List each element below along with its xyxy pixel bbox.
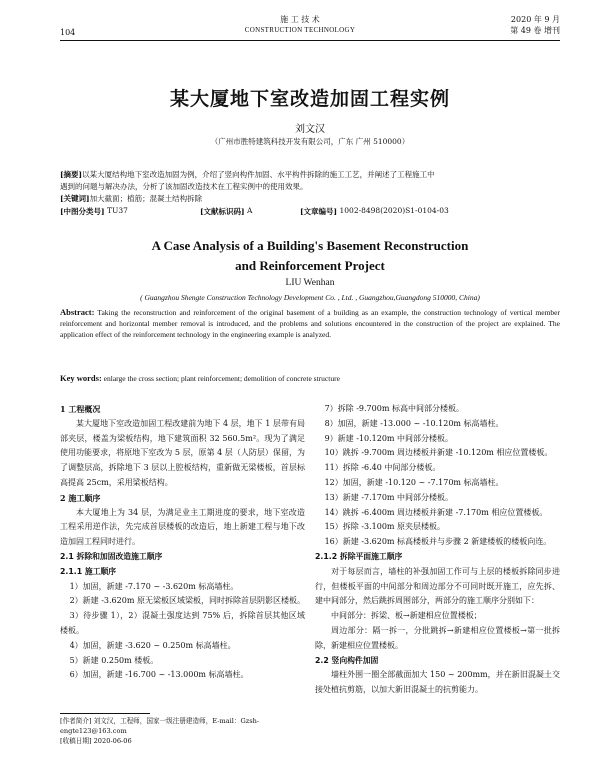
issue-date: 2020 年 9 月 <box>510 15 560 24</box>
keywords-label: [关键词] <box>60 194 90 203</box>
section-2-1-2-heading: 2.1.2 拆除平面施工顺序 <box>315 551 403 561</box>
doc-code-value: A <box>247 206 253 215</box>
step-item: 10）跳拆 -9.700m 周边楼板并新建 -10.120m 相应位置楼板。 <box>324 448 553 458</box>
section-1-text: 某大厦地下室改造加固工程改建前为地下 4 层，地下 1 层带有局部夹层，楼盖为梁板结构，地下建筑面积 32 560.5m²。现为了满足使用功能要求，将原地下室改为 5 层，原第 4 层（人防层）保留，为了调整层高，拆除地下 3 层以上腔板结构，重新做无梁楼板，首层标高提高 25cm，采用梁板结构。 <box>60 418 305 487</box>
affiliation-en: ( Guangzhou Shengte Construction Technology Development Co. , Ltd. , Guangzhou,Guangdong 510000, China) <box>140 293 480 302</box>
section-2-2-text: 墙柱外围一圈全部截面加大 150 ~ 200mm，并在新旧混凝土交接处植抗剪筋，以加大新旧混凝土的抗剪能力。 <box>315 670 560 695</box>
keywords-en-label: Key words: <box>60 373 102 383</box>
step-item: 14）跳拆 -6.400m 周边楼板并新建 -7.170m 相应位置楼板。 <box>324 507 548 517</box>
issue-info <box>470 14 560 36</box>
abstract-en-text: Taking the reconstruction and reinforcement of the original basement of a building as an example, the construction technology of vertical member reinforcement and horizontal member removal is introduced, and the problems and solutions encountered in the construction of the project are explained. The application effect of the reinforcement technology in the engineering example is analyzed. <box>60 308 560 340</box>
step-item: 11）拆除 -6.40 中间部分楼板。 <box>324 463 441 473</box>
step-item: 2）新建 -3.620m 原无梁板区域梁板，同时拆除首层阴影区楼板。 <box>69 596 305 606</box>
middle-part-sequence: 中间部分：拆梁、板→新建相应位置楼板； <box>331 611 482 621</box>
abstract-cn-line-2: 遇到的问题与解决办法，分析了该加固改造技术在工程实例中的使用效果。 <box>60 182 308 191</box>
step-item: 5）新建 0.250m 楼板。 <box>69 655 159 665</box>
step-item: 12）加固，新建 -10.120 ~ -7.170m 标高墙柱。 <box>324 477 504 487</box>
step-item: 16）新建 -3.620m 标高楼板并与步骤 2 新建楼板的楼板向连。 <box>324 537 552 547</box>
section-2-2-heading: 2.2 竖向构件加固 <box>315 655 379 665</box>
affiliation-cn: （广州市胜特建筑科技开发有限公司，广东 广州 510000） <box>210 137 410 146</box>
article-number <box>300 206 449 217</box>
issue-volume: 第 49 卷 增刊 <box>510 26 560 35</box>
footnote <box>60 716 305 746</box>
section-2-text: 本大厦地上为 34 层，为满足业主工期进度的要求，地下室改造工程采用逆作法，先完成首层楼板的改造后，地上新建工程与地下改造加固工程同时进行。 <box>60 507 305 547</box>
journal-name <box>210 14 390 36</box>
received-date: [收稿日期] 2020-06-06 <box>60 737 132 745</box>
step-item: 8）加固，新建 -13.000 ~ -10.120m 标高墙柱。 <box>324 418 504 428</box>
step-item: 6）加固，新建 -16.700 ~ -13.000m 标高墙柱。 <box>69 670 249 680</box>
step-item: 13）新建 -7.170m 中间部分楼板。 <box>324 492 454 502</box>
journal-name-en: CONSTRUCTION TECHNOLOGY <box>244 26 356 34</box>
step-item: 15）拆除 -3.100m 原夹层楼板。 <box>324 522 446 532</box>
doc-code <box>200 206 253 217</box>
abstract-cn-line-1 <box>60 169 560 181</box>
clc-value: TU37 <box>107 206 128 215</box>
page-number: 104 <box>60 28 76 37</box>
section-2-heading: 2 施工顺序 <box>60 492 101 503</box>
keywords-text: 加大截面；植筋；混凝土结构拆除 <box>89 194 203 203</box>
article-title-en-line-1: A Case Analysis of a Building's Basement Reconstruction <box>151 238 469 253</box>
step-item: 9）新建 -10.120m 中间部分楼板。 <box>324 433 454 443</box>
peripheral-part-sequence: 周边部分：隔一拆一，分批跳拆→新建相应位置楼板→第一批拆除，新建相应位置楼板。 <box>315 625 560 650</box>
body-column-right <box>315 402 560 698</box>
section-2-1-heading: 2.1 拆除和加固改造施工顺序 <box>60 551 163 561</box>
keywords-en <box>60 373 560 383</box>
doc-code-label: [文献标识码] <box>200 207 245 216</box>
article-title-en-line-2: and Reinforcement Project <box>235 258 385 273</box>
clc <box>60 206 128 217</box>
keywords-en-text: enlarge the cross section; plant reinforcement; demolition of concrete structure <box>103 374 340 383</box>
abstract-text-1: 以某大厦结构地下室改造加固为例，介绍了竖向构件加固、水平构件拆除的施工工艺，并阐述了工程施工中 <box>82 170 435 179</box>
abstract-en-label: Abstract: <box>60 307 95 317</box>
author-en: LIU Wenhan <box>285 278 335 288</box>
abstract-cn <box>60 169 560 205</box>
author-cn: 刘文汉 <box>295 124 325 135</box>
step-item: 4）加固，新建 -3.620 ~ 0.250m 标高墙柱。 <box>69 640 236 650</box>
footnote-rule <box>60 713 150 714</box>
clc-label: [中图分类号] <box>60 207 105 216</box>
abstract-label: [摘要] <box>60 170 83 179</box>
keywords-cn <box>60 193 560 205</box>
article-number-label: [文章编号] <box>300 207 338 216</box>
journal-name-cn: 施 工 技 术 <box>280 15 320 24</box>
header-rule <box>60 40 560 41</box>
abstract-en <box>60 307 560 341</box>
step-item: 7）拆除 -9.700m 标高中间部分楼板。 <box>324 404 464 413</box>
author-info: [作者简介] 刘文汉，工程师，国家一级注册建造师，E-mail：Gzsh-engte123@163.com <box>60 717 260 735</box>
article-title-en <box>60 236 560 276</box>
section-2-1-1-heading: 2.1.1 施工顺序 <box>60 566 117 576</box>
article-number-value: 1002-8498(2020)S1-0104-03 <box>339 206 449 215</box>
article-title-cn: 某大厦地下室改造加固工程实例 <box>169 88 450 110</box>
section-1-heading: 1 工程概况 <box>60 404 101 414</box>
body-column-left <box>60 402 305 683</box>
step-item: 1）加固，新建 -7.170 ~ -3.620m 标高墙柱。 <box>69 581 239 591</box>
section-2-1-2-text: 对于每层而言，墙柱的补强加固工作可与上层的楼板拆除同步进行，但楼板平面的中间部分和周边部分不可同时既开施工，应先拆、建中间部分，然后跳拆周围部分，两部分的施工顺序分别如下： <box>315 566 560 606</box>
step-item: 3）待步骤 1），2）混凝土强度达到 75% 后，拆除首层其他区域楼板。 <box>60 611 305 635</box>
